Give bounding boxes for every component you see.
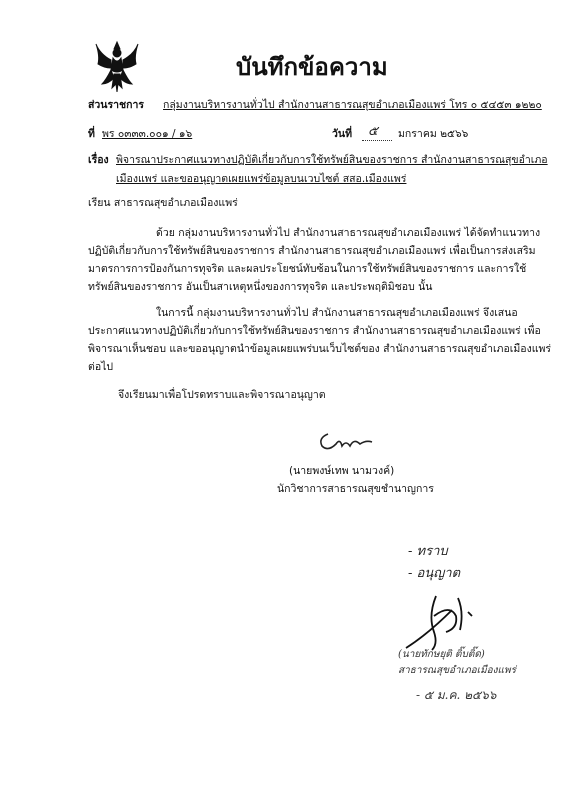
date-month-year: มกราคม ๒๕๖๖ [398, 128, 469, 140]
approval-note-acknowledged: - ทราบ [408, 544, 448, 559]
approver-position: สาธารณสุขอำเภอเมืองแพร่ [398, 665, 516, 676]
memo-title: บันทึกข้อความ [236, 53, 388, 81]
garuda-emblem [94, 40, 140, 96]
closing-line: จึงเรียนมาเพื่อโปรดทราบและพิจารณาอนุญาต [118, 389, 326, 401]
body-p1-line: ปฏิบัติเกี่ยวกับการใช้ทรัพย์สินของราชการ สำนักงานสาธารณสุขอำเภอเมืองแพร่ เพื่อเป็นการส่งเสริม [88, 245, 536, 257]
body-p1-line: มาตรการการป้องกันการทุจริต และผลประโยชน์ทับซ้อนในการใช้ทรัพย์สินของราชการ และการใช้ [88, 263, 527, 275]
date-day-underline [362, 140, 392, 141]
subject-line-2: เมืองแพร่ และขออนุญาตเผยแพร่ข้อมูลบนเวบไซต์ สสอ.เมืองแพร่ [116, 173, 407, 185]
signer-position: นักวิชาการสาธารณสุขชำนาญการ [277, 483, 434, 495]
approval-date: - ๕ ม.ค. ๒๕๖๖ [416, 688, 497, 702]
agency-label: ส่วนราชการ [88, 99, 145, 111]
signer-name: (นายพงษ์เทพ นามวงค์) [289, 465, 395, 477]
body-p2-line: ต่อไป [88, 361, 114, 373]
body-p1-line: ทรัพย์สินของราชการ อันเป็นสาเหตุหนึ่งของการทุจริต และประพฤติมิชอบ นั้น [88, 281, 433, 293]
body-p2-line: พิจารณาเห็นชอบ และขออนุญาตนำข้อมูลเผยแพร่บนเว็บไซต์ของ สำนักงานสาธารณสุขอำเภอเมืองแพร่ [88, 343, 552, 355]
ref-value: พร ๐๓๓๓.๐๐๑ / ๑๖ [102, 128, 193, 140]
agency-value: กลุ่มงานบริหารงานทั่วไป สำนักงานสาธารณสุขอำเภอเมืองแพร่ โทร ๐ ๕๔๕๓ ๑๒๒๐ [163, 99, 542, 111]
body-p2-line: ประกาศแนวทางปฏิบัติเกี่ยวกับการใช้ทรัพย์สินของราชการ สำนักงานสาธารณสุขอำเภอเมืองแพร่ เพื่อ [88, 325, 541, 337]
approver-name: (นายทักษยุติ ติ๊บติ๊ด) [398, 649, 485, 660]
date-day: ๕ [368, 124, 378, 139]
subject-line-1: พิจารณาประกาศแนวทางปฏิบัติเกี่ยวกับการใช้ทรัพย์สินของราชการ สำนักงานสาธารณสุขอำเภอ [116, 154, 548, 166]
approval-note-approved: - อนุญาต [408, 566, 461, 581]
signer-signature [316, 426, 376, 456]
body-p1-line: ด้วย กลุ่มงานบริหารงานทั่วไป สำนักงานสาธารณสุขอำเภอเมืองแพร่ ได้จัดทำแนวทาง [156, 227, 541, 239]
approver-signature [398, 586, 498, 652]
date-label: วันที่ [332, 128, 352, 140]
ref-label: ที่ [88, 128, 95, 140]
body-p2-line: ในการนี้ กลุ่มงานบริหารงานทั่วไป สำนักงานสาธารณสุขอำเภอเมืองแพร่ จึงเสนอ [156, 307, 518, 319]
subject-label: เรื่อง [88, 154, 109, 166]
salutation: เรียน สาธารณสุขอำเภอเมืองแพร่ [88, 197, 238, 209]
